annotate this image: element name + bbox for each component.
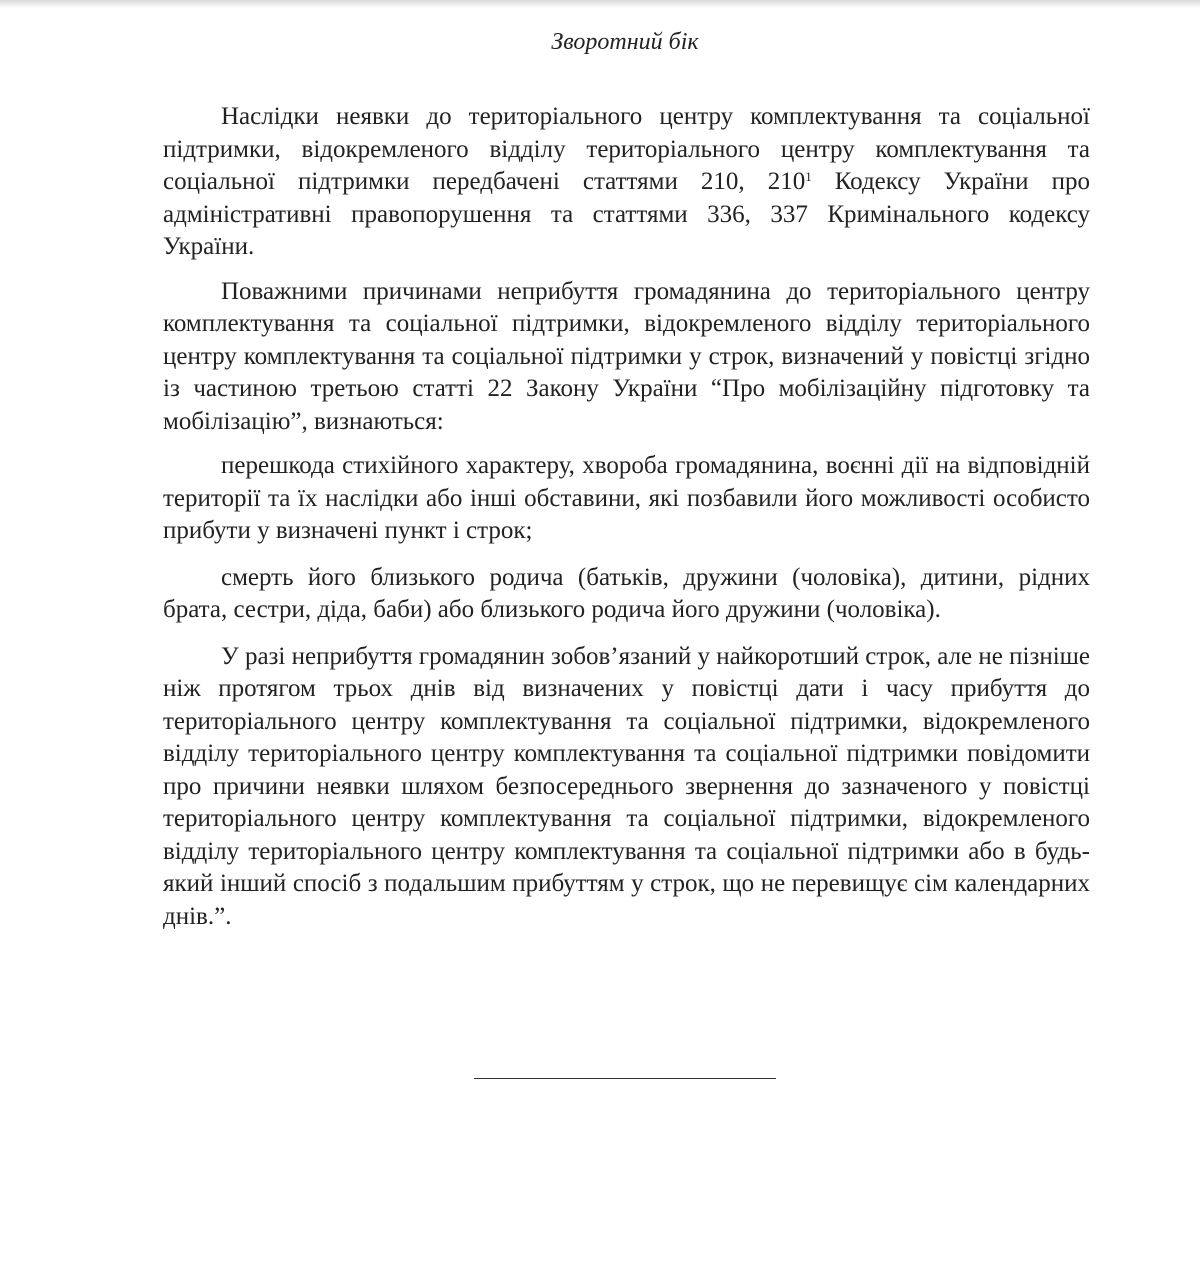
end-of-text-rule <box>474 1078 776 1079</box>
paragraph-consequences-text-b: Кодексу України про адміністративні правопорушення та статтями 336, 337 Кримінального кодексу України. <box>163 168 1090 260</box>
paragraph-notification-duty: У разі неприбуття громадянин зобов’язаний у найкоротший строк, але не пізніше ніж протягом трьох днів від визначених у повістці дати і часу прибуття до територіального центру комплектування та соціальної підтримки, відокремленого відділу територіального центру комплектування та соціальної підтримки повідомити про причини неявки шляхом безпосереднього звернення до зазначеного у повістці територіального центру комплектування та соціальної підтримки, відокремленого відділу територіального центру комплектування та соціальної підтримки або в будь-який інший спосіб з подальшим прибуттям у строк, що не перевищує сім календарних днів.”. <box>163 642 1090 930</box>
document-body <box>163 101 1090 945</box>
paragraph-valid-reasons: Поважними причинами неприбуття громадянина до територіального центру комплектування та соціальної підтримки, відокремленого відділу територіального центру комплектування та соціальної підтримки у строк, визначений у повістці згідно із частиною третьою статті 22 Закону України “Про мобілізаційну підготовку та мобілізацію”, визнаються: <box>163 277 1090 435</box>
paragraph-consequences <box>163 101 1090 264</box>
reason-item-obstacle: перешкода стихійного характеру, хвороба громадянина, воєнні дії на відповідній території та їх наслідки або інші обставини, які позбавили його можливості особисто прибути у визначені пункт і строк; <box>163 452 1090 544</box>
article-superscript: 1 <box>805 169 812 184</box>
paragraph-consequences-text-a: Наслідки неявки до територіального центру комплектування та соціальної підтримки, відокремленого відділу територіального центру комплектування та соціальної підтримки передбачені статтями 210, 210 <box>163 103 1090 195</box>
reason-item-death-of-relative: смерть його близького родича (батьків, дружини (чоловіка), дитини, рідних брата, сестри, діда, баби) або близького родича його дружини (чоловіка). <box>163 563 1090 623</box>
page-heading: Зворотний бік <box>551 29 699 55</box>
